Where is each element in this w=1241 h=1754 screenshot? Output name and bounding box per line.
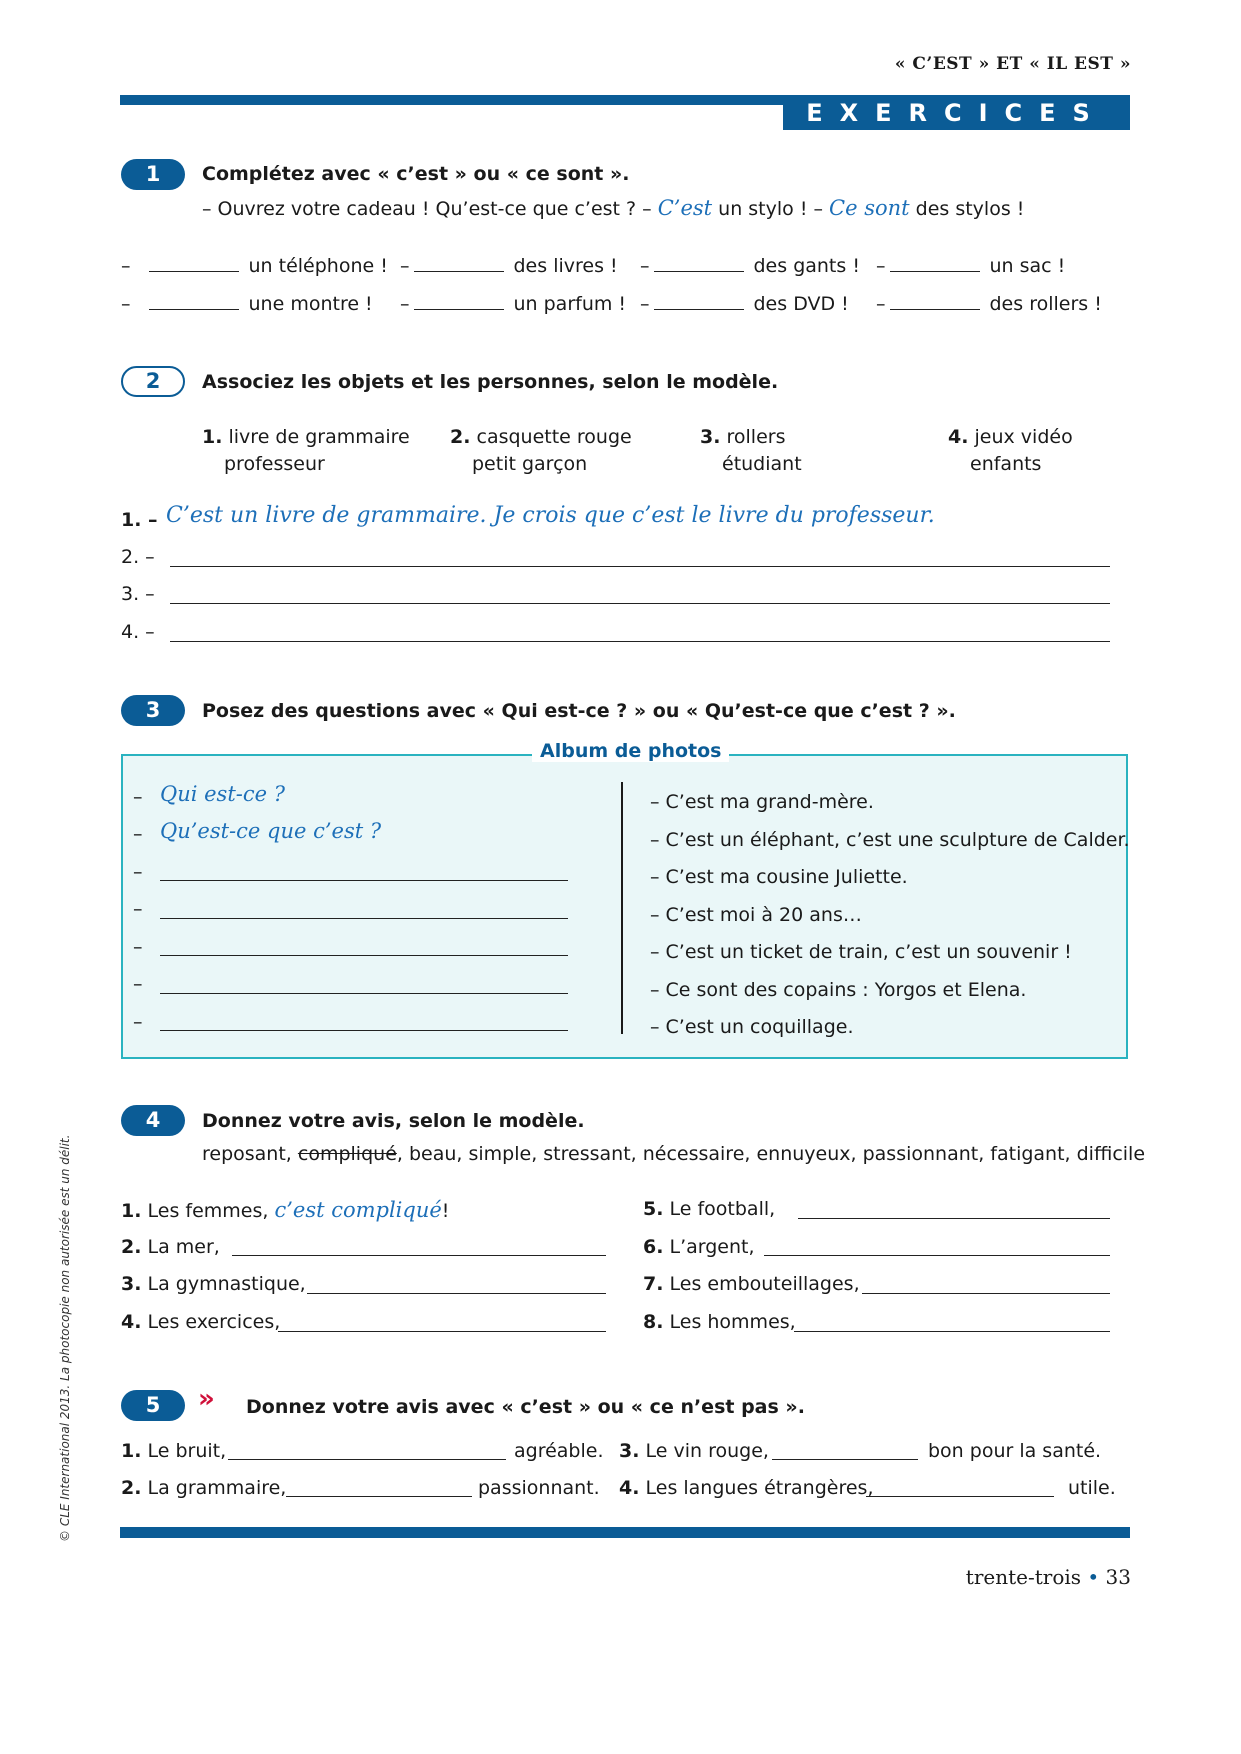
ex3-answer-2: – C’est un éléphant, c’est une sculpture de Calder.: [650, 828, 1130, 851]
ex2-item-4: [948, 424, 1073, 478]
ex4-item-4-line[interactable]: [278, 1331, 606, 1332]
ex4-item-3: [121, 1273, 306, 1295]
ex3-answer-5: – C’est un ticket de train, c’est un souvenir !: [650, 941, 1072, 963]
item-number: 1.: [121, 1200, 142, 1222]
ex2-item-1: [202, 424, 410, 478]
item-object: livre de grammaire: [228, 426, 410, 448]
answer-label: 1. –: [121, 509, 158, 531]
item-person: étudiant: [722, 453, 802, 475]
item-text: Le vin rouge,: [645, 1440, 769, 1462]
item-text: Les hommes,: [669, 1311, 796, 1333]
ex2-answer-3-line[interactable]: [170, 603, 1110, 604]
dash: –: [876, 255, 886, 277]
item-text: une montre !: [248, 293, 373, 315]
exercise-1-instruction: Complétez avec « c’est » ou « ce sont ».: [202, 163, 630, 185]
ex1-r2c3: [640, 291, 849, 315]
item-number: 4.: [948, 426, 969, 448]
item-text: des rollers !: [989, 293, 1102, 315]
ex4-item-5-line[interactable]: [798, 1218, 1110, 1219]
ex3-answer-1: – C’est ma grand-mère.: [650, 791, 874, 813]
model-answer: c’est compliqué: [274, 1198, 442, 1222]
item-end: !: [441, 1200, 450, 1222]
bullet-icon: •: [1087, 1565, 1100, 1589]
page-number: [966, 1565, 1131, 1589]
ex4-item-8-line[interactable]: [794, 1331, 1110, 1332]
exercise-4-badge: 4: [121, 1105, 185, 1136]
ex3-q-1: –: [133, 786, 143, 808]
item-text: un parfum !: [513, 293, 627, 315]
exercise-3-badge: 3: [121, 695, 185, 726]
ex2-answer-2-line[interactable]: [170, 566, 1110, 567]
blank-line[interactable]: [414, 291, 504, 310]
item-text: Le bruit,: [147, 1440, 227, 1462]
ex3-question-7-line[interactable]: [160, 1030, 568, 1031]
chapter-title: « C’EST » ET « IL EST »: [894, 54, 1131, 74]
ex3-question-1: Qui est-ce ?: [160, 782, 285, 806]
ex4-item-8: [643, 1311, 796, 1333]
ex3-q-4: –: [133, 898, 143, 920]
item-number: 6.: [643, 1236, 664, 1258]
ex1-r1c1: [121, 253, 388, 277]
ex3-answers: [650, 784, 1130, 1047]
ex5-item-4-end: utile.: [1068, 1477, 1116, 1499]
ex5-item-2-line[interactable]: [286, 1496, 472, 1497]
blank-line[interactable]: [654, 291, 744, 310]
ex3-q-3: –: [133, 861, 143, 883]
exercise-2-badge: 2: [121, 366, 185, 397]
ex1-r1c2: [400, 253, 618, 277]
ex4-item-2: [121, 1236, 220, 1258]
ex3-question-2: Qu’est-ce que c’est ?: [160, 819, 382, 843]
ex3-answer-7: – C’est un coquillage.: [650, 1016, 854, 1038]
item-number: 8.: [643, 1311, 664, 1333]
ex4-item-5: [643, 1198, 775, 1220]
dash: –: [400, 255, 410, 277]
word-list-before: reposant,: [202, 1143, 292, 1165]
ex4-item-7: [643, 1273, 860, 1295]
ex1-r1c3: [640, 253, 860, 277]
item-object: rollers: [726, 426, 786, 448]
ex3-question-6-line[interactable]: [160, 993, 568, 994]
item-number: 4.: [619, 1477, 640, 1499]
model-answer-1: C’est: [657, 196, 713, 220]
item-number: 3.: [619, 1440, 640, 1462]
ex5-item-1-line[interactable]: [228, 1459, 506, 1460]
dash: –: [400, 293, 410, 315]
ex4-item-1: [121, 1198, 449, 1222]
footer-rule: [120, 1527, 1130, 1538]
column-divider: [621, 782, 623, 1034]
blank-line[interactable]: [149, 253, 239, 272]
item-number: 7.: [643, 1273, 664, 1295]
blank-line[interactable]: [890, 253, 980, 272]
ex3-question-5-line[interactable]: [160, 955, 568, 956]
ex4-item-2-line[interactable]: [232, 1255, 606, 1256]
ex4-item-6-line[interactable]: [764, 1255, 1110, 1256]
blank-line[interactable]: [654, 253, 744, 272]
ex5-item-4-line[interactable]: [866, 1496, 1054, 1497]
model-answer-2: Ce sont: [829, 196, 910, 220]
item-text: L’argent,: [669, 1236, 755, 1258]
item-text: Les embouteillages,: [669, 1273, 860, 1295]
ex2-item-2: [450, 424, 632, 478]
ex3-answer-3: – C’est ma cousine Juliette.: [650, 866, 908, 888]
item-number: 4.: [121, 1311, 142, 1333]
item-text: La mer,: [147, 1236, 220, 1258]
item-text: un téléphone !: [248, 255, 388, 277]
item-text: La gymnastique,: [147, 1273, 306, 1295]
blank-line[interactable]: [890, 291, 980, 310]
ex5-item-2: [121, 1477, 286, 1499]
page-word: trente-trois: [965, 1565, 1082, 1589]
ex4-item-6: [643, 1236, 755, 1258]
struck-word: compliqué: [297, 1143, 397, 1165]
exercise-5-badge: 5: [121, 1390, 185, 1421]
photo-album-title: Album de photos: [532, 740, 729, 762]
item-text: des DVD !: [753, 293, 849, 315]
exercise-2-instruction: Associez les objets et les personnes, selon le modèle.: [202, 371, 779, 393]
item-number: 5.: [643, 1198, 664, 1220]
double-arrow-icon: »: [198, 1384, 215, 1414]
ex3-q-6: –: [133, 973, 143, 995]
ex5-item-3-end: bon pour la santé.: [928, 1440, 1102, 1462]
model-mid: un stylo ! –: [718, 198, 823, 220]
blank-line[interactable]: [149, 291, 239, 310]
exercise-3-instruction: Posez des questions avec « Qui est-ce ? » ou « Qu’est-ce que c’est ? ».: [202, 700, 956, 722]
ex2-answer-1: [121, 509, 158, 531]
item-text: des livres !: [513, 255, 618, 277]
ex4-item-3-line[interactable]: [307, 1293, 606, 1294]
item-text: Le football,: [669, 1198, 776, 1220]
ex3-question-3-line[interactable]: [160, 880, 568, 881]
model-suffix: des stylos !: [915, 198, 1025, 220]
item-number: 3.: [700, 426, 721, 448]
exercise-1-model: [202, 196, 1024, 220]
dash: –: [121, 293, 131, 315]
item-person: petit garçon: [472, 453, 588, 475]
ex3-q-5: –: [133, 936, 143, 958]
item-text: La grammaire,: [147, 1477, 287, 1499]
item-text: des gants !: [753, 255, 860, 277]
item-object: casquette rouge: [476, 426, 632, 448]
item-number: 2.: [121, 1477, 142, 1499]
ex2-item-3: [700, 424, 802, 478]
word-list-after: , beau, simple, stressant, nécessaire, ennuyeux, passionnant, fatigant, difficile: [396, 1143, 1146, 1165]
ex1-r2c2: [400, 291, 626, 315]
copyright-notice: © CLE International 2013. La photocopie non autorisée est un délit.: [58, 1134, 72, 1542]
ex1-r1c4: [876, 253, 1065, 277]
ex3-answer-6: – Ce sont des copains : Yorgos et Elena.: [650, 978, 1027, 1001]
ex5-item-2-end: passionnant.: [478, 1477, 600, 1499]
item-person: enfants: [970, 453, 1042, 475]
item-number: 3.: [121, 1273, 142, 1295]
exercises-banner: EXERCICES: [783, 95, 1130, 130]
ex4-item-7-line[interactable]: [862, 1293, 1110, 1294]
ex5-item-1: [121, 1440, 226, 1462]
ex5-item-3: [619, 1440, 769, 1462]
ex1-r2c4: [876, 291, 1102, 315]
dash: –: [121, 255, 131, 277]
ex2-answer-4-line[interactable]: [170, 641, 1110, 642]
ex1-r2c1: [121, 291, 373, 315]
ex4-item-4: [121, 1311, 280, 1333]
item-text: Les exercices,: [147, 1311, 281, 1333]
ex3-question-4-line[interactable]: [160, 918, 568, 919]
ex2-model-answer: C’est un livre de grammaire. Je crois que c’est le livre du professeur.: [166, 503, 935, 528]
ex5-item-1-end: agréable.: [514, 1440, 604, 1462]
dash: –: [876, 293, 886, 315]
item-object: jeux vidéo: [974, 426, 1073, 448]
blank-line[interactable]: [414, 253, 504, 272]
exercise-5-instruction: Donnez votre avis avec « c’est » ou « ce n’est pas ».: [246, 1396, 805, 1418]
item-number: 2.: [450, 426, 471, 448]
dash: –: [640, 255, 650, 277]
ex2-answer-2-label: 2. –: [121, 546, 155, 568]
item-person: professeur: [224, 453, 325, 475]
ex4-word-list: [202, 1143, 1145, 1165]
ex5-item-4: [619, 1477, 873, 1499]
ex3-q-2: –: [133, 823, 143, 845]
item-number: 2.: [121, 1236, 142, 1258]
ex2-answer-3-label: 3. –: [121, 583, 155, 605]
model-prefix: – Ouvrez votre cadeau ! Qu’est-ce que c’est ? –: [202, 198, 652, 220]
item-text: Les femmes,: [147, 1200, 269, 1222]
page-num: 33: [1105, 1565, 1131, 1589]
ex3-q-7: –: [133, 1011, 143, 1033]
ex5-item-3-line[interactable]: [772, 1459, 918, 1460]
ex2-answer-4-label: 4. –: [121, 621, 155, 643]
item-number: 1.: [121, 1440, 142, 1462]
item-text: un sac !: [989, 255, 1066, 277]
exercise-1-badge: 1: [121, 159, 185, 190]
exercise-4-instruction: Donnez votre avis, selon le modèle.: [202, 1110, 585, 1132]
ex3-answer-4: – C’est moi à 20 ans…: [650, 903, 862, 926]
item-number: 1.: [202, 426, 223, 448]
item-text: Les langues étrangères,: [645, 1477, 874, 1499]
dash: –: [640, 293, 650, 315]
